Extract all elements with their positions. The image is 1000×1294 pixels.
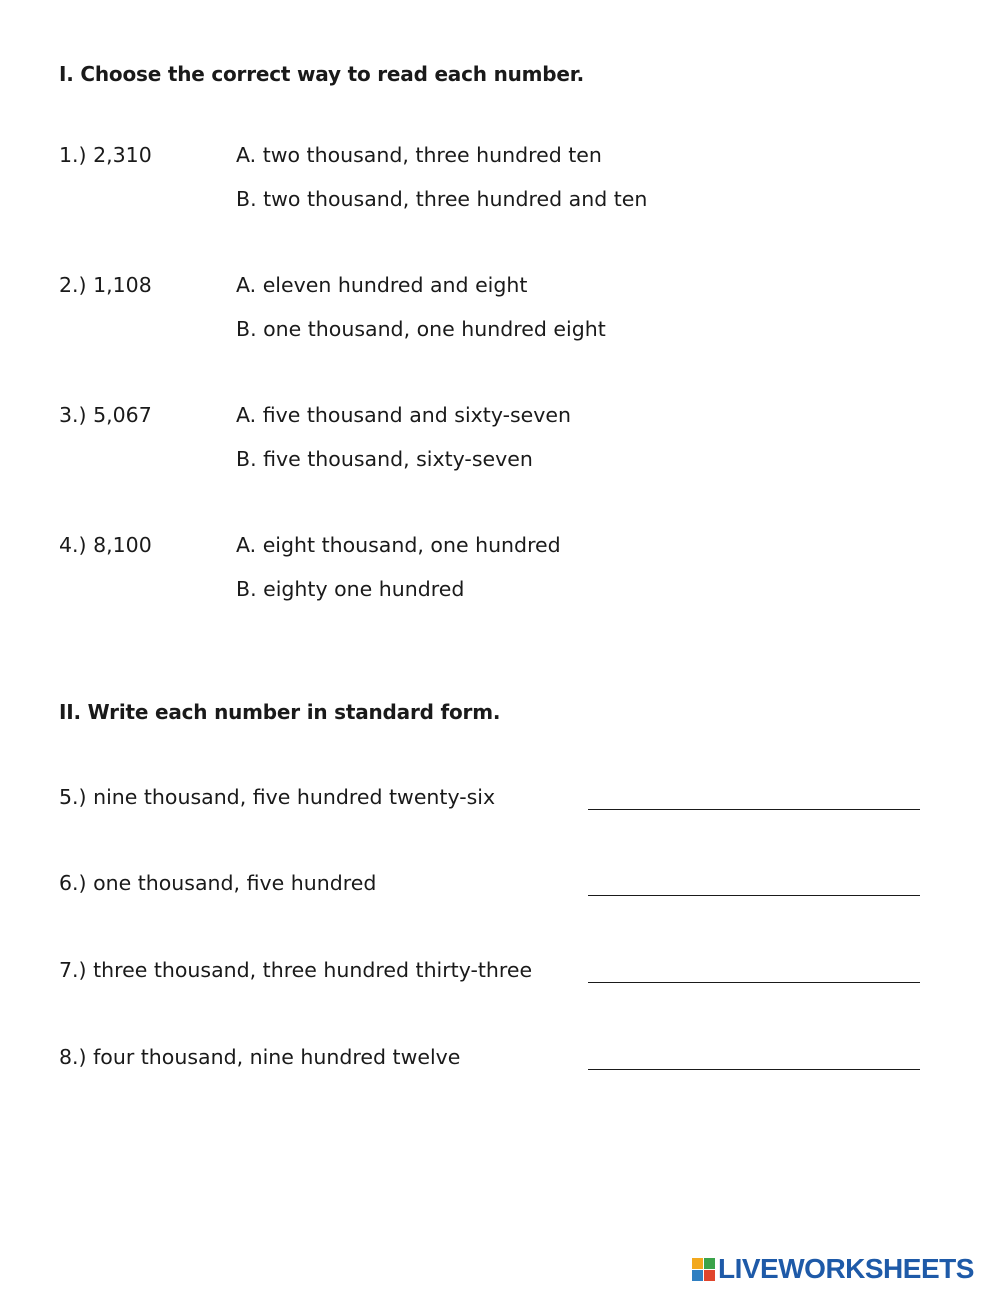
answer-blank[interactable] [588, 895, 920, 896]
write-item-text: 6.) one thousand, five hundred [59, 871, 377, 895]
option-b[interactable]: B. one thousand, one hundred eight [236, 317, 606, 341]
section-2-title: II. Write each number in standard form. [59, 700, 501, 724]
question-3 [59, 403, 959, 493]
question-number: 1.) 2,310 [59, 143, 152, 167]
write-item-text: 7.) three thousand, three hundred thirty-three [59, 958, 533, 982]
logo-blocks-icon [692, 1258, 715, 1281]
liveworksheets-logo [692, 1253, 974, 1285]
question-4 [59, 533, 959, 623]
question-number: 3.) 5,067 [59, 403, 152, 427]
option-b[interactable]: B. five thousand, sixty-seven [236, 447, 533, 471]
option-a[interactable]: A. eleven hundred and eight [236, 273, 528, 297]
answer-blank[interactable] [588, 809, 920, 810]
write-item-7 [59, 958, 921, 990]
option-a[interactable]: A. two thousand, three hundred ten [236, 143, 602, 167]
answer-blank[interactable] [588, 1069, 920, 1070]
write-item-6 [59, 871, 921, 903]
option-b[interactable]: B. eighty one hundred [236, 577, 465, 601]
write-item-text: 5.) nine thousand, five hundred twenty-six [59, 785, 496, 809]
option-a[interactable]: A. eight thousand, one hundred [236, 533, 561, 557]
write-item-8 [59, 1045, 921, 1077]
option-b[interactable]: B. two thousand, three hundred and ten [236, 187, 648, 211]
question-2 [59, 273, 959, 363]
answer-blank[interactable] [588, 982, 920, 983]
option-a[interactable]: A. five thousand and sixty-seven [236, 403, 572, 427]
question-1 [59, 143, 959, 233]
question-number: 2.) 1,108 [59, 273, 152, 297]
brand-name: LIVEWORKSHEETS [718, 1253, 974, 1284]
write-item-text: 8.) four thousand, nine hundred twelve [59, 1045, 461, 1069]
section-1-title: I. Choose the correct way to read each number. [59, 62, 584, 86]
question-number: 4.) 8,100 [59, 533, 152, 557]
write-item-5 [59, 785, 921, 817]
